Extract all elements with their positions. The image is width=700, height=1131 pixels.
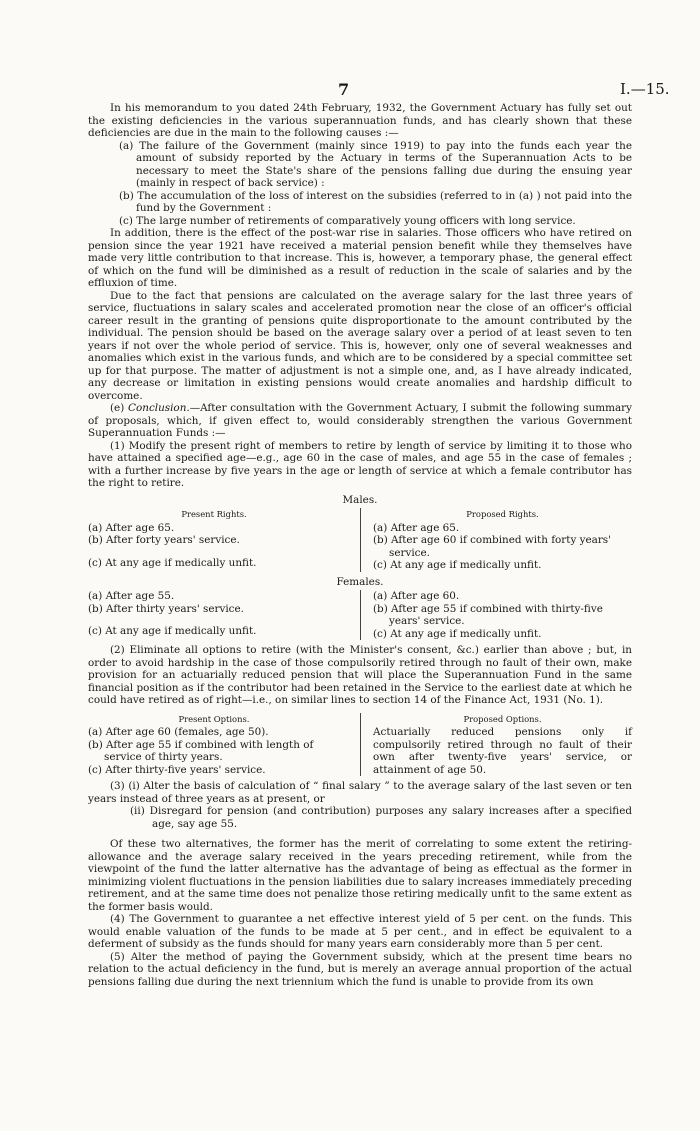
salary-paragraph: Due to the fact that pensions are calculated on the average salary for the last three years of service, fluctuations in salary scales and accelerated promotion near the close of an officer's official career result in the granting of pensions quite disproportionate to the amount contributed by the individual. The pension should be based on the average salary over a period of at least seven to ten years if not over the whole period of service. This is, however, only one of several weaknesses and anomalies which exist in the various funds, and which are to be considered by a special committee set up for that purpose. The matter of adjustment is not a simple one, and, as I have already indicated, any decrease or limitation in existing pensions would create anomalies and hardship difficult to overcome. xyxy=(88,289,632,402)
option-item: (b) After age 55 if combined with length of service of thirty years. xyxy=(88,738,314,763)
rights-item: (a) After age 65. xyxy=(88,521,175,534)
proposal-5: (5) Alter the method of paying the Government subsidy, which at the present time bears no relation to the actual deficiency in the fund, but is merely an average annual proportion of the actual pensions falling due during the next triennium which the fund is unable to provide from its own xyxy=(88,950,632,988)
proposed-rights-heading: Proposed Rights. xyxy=(466,509,539,519)
page-number: 7 xyxy=(338,80,350,99)
rights-item: (a) After age 55. xyxy=(88,590,175,602)
proposal-2: (2) Eliminate all options to retire (with the Minister's consent, &c.) earlier than above ; but, in order to avoid hardship in the case of those compulsorily retired through no fault of their own, make provision for an actuarially reduced pension that will place the Superannuation Fund in the same financial position as if the contributor had been retained in the Service to the earliest date at which he could have retired as of right—i.e., on similar lines to section 14 of the Finance Act, 1931 (No. 1). xyxy=(88,644,632,706)
intro-paragraph: In his memorandum to you dated 24th February, 1932, the Government Actuary has fully set out the existing deficiencies in the various superannuation funds, and has clearly shown that these deficiencies are due in the main to the following causes :— xyxy=(88,102,632,139)
proposed-options-heading: Proposed Options. xyxy=(463,713,542,724)
option-item: Actuarially reduced pensions only if compulsorily retired through no fault of their own after twenty-five years' service, or attainment of age 50. xyxy=(373,726,632,776)
document-body xyxy=(88,102,632,988)
present-options-heading: Present Options. xyxy=(178,713,250,724)
rights-item: (b) After age 55 if combined with thirty-five years' service. xyxy=(373,602,603,627)
females-present-column xyxy=(88,590,360,640)
rights-item: (b) After forty years' service. xyxy=(88,534,240,546)
rights-item: (c) At any age if medically unfit. xyxy=(373,559,542,571)
conclusion-paragraph: (e) Conclusion.—After consultation with the Government Actuary, I submit the following summary of proposals, which, if given effect to, would considerably strengthen the various Government Superannuation Funds :— xyxy=(88,402,632,439)
rights-item: (b) After age 60 if combined with forty years' service. xyxy=(373,534,611,559)
rights-item: (c) At any age if medically unfit. xyxy=(373,627,542,640)
proposal-4: (4) The Government to guarantee a net effective interest yield of 5 per cent. on the funds. This would enable valuation of the funds to be made at 5 per cent., and in effect be equivalent to a deferment of subsidy as the funds should for many years earn considerably more than 5 per cent. xyxy=(88,913,632,950)
proposal-1: (1) Modify the present right of members to retire by length of service by limiting it to those who have attained a specified age—e.g., age 60 in the case of males, and age 55 in the case of females ; with a further increase by five years in the age or length of service at which a female contributor has the right to retire. xyxy=(88,439,632,489)
proposed-options-column xyxy=(360,713,632,777)
document-reference: I.—15. xyxy=(620,80,670,98)
rights-item: (a) After age 65. xyxy=(373,521,460,534)
options-table xyxy=(88,713,632,777)
males-heading: Males. xyxy=(342,493,378,506)
females-table xyxy=(88,590,632,640)
rights-item: (c) At any age if medically unfit. xyxy=(88,625,257,637)
rights-item: (b) After thirty years' service. xyxy=(88,602,244,615)
rights-item: (c) At any age if medically unfit. xyxy=(88,556,257,569)
alternatives-paragraph: Of these two alternatives, the former has the merit of correlating to some extent the retiring-allowance and the average salary received in the years preceding retirement, while from the viewpoint of the fund the latter alternative has the advantage of being as effectual as the former in minimizing violent fluctuations in the pension liabilities due to salary increases immediately preceding retirement, and at the same time does not penalize those retiring medically unfit to the same extent as the former basis would. xyxy=(88,838,632,913)
males-present-column xyxy=(88,508,360,572)
rights-item: (a) After age 60. xyxy=(373,590,460,602)
females-heading: Females. xyxy=(336,575,384,588)
proposal-3-i: (3) (i) Alter the basis of calculation of “ final salary ” to the average salary of the last seven or ten years instead of three years as at present, or xyxy=(88,780,632,805)
males-table xyxy=(88,508,632,572)
addition-paragraph: In addition, there is the effect of the post-war rise in salaries. Those officers who have retired on pension since the year 1921 have received a material pension benefit while they themselves have made very little contribution to that increase. This is, however, a temporary phase, the general effect of which on the fund will be diminished as a result of reduction in the scale of salaries and by the effluxion of time. xyxy=(88,227,632,289)
proposal-3-ii: (ii) Disregard for pension (and contribution) purposes any salary increases after a specified age, say age 55. xyxy=(130,805,632,830)
cause-item: (a) The failure of the Government (mainly since 1919) to pay into the funds each year the amount of subsidy reported by the Actuary in terms of the Superannuation Acts to be necessary to meet the State's share of the pensions falling due during the ensuing year (mainly in respect of back service) : xyxy=(119,139,632,189)
option-item: (a) After age 60 (females, age 50). xyxy=(88,726,269,738)
present-options-column xyxy=(88,713,360,777)
females-proposed-column xyxy=(360,590,632,640)
cause-item: (c) The large number of retirements of comparatively young officers with long service. xyxy=(119,214,576,227)
present-rights-heading: Present Rights. xyxy=(181,509,247,519)
cause-item: (b) The accumulation of the loss of interest on the subsidies (referred to in (a) ) not paid into the fund by the Government : xyxy=(119,189,632,214)
males-proposed-column xyxy=(360,508,632,572)
option-item: (c) After thirty-five years' service. xyxy=(88,763,266,776)
